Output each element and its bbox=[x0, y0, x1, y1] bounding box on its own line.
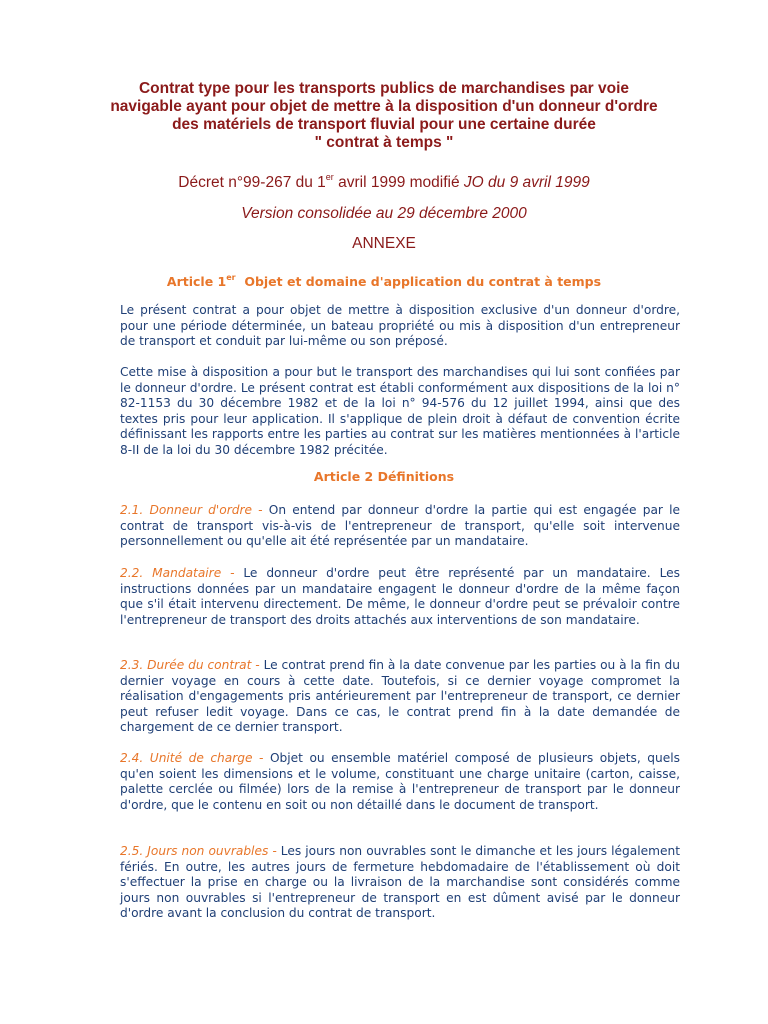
definition-item bbox=[120, 751, 680, 813]
article-1-heading bbox=[0, 270, 768, 290]
article-1-paragraph-1: Le présent contrat a pour objet de mettre à disposition exclusive d'un donneur d'ordre, pour une période déterminée, un bateau propriété ou mis à disposition d'un entrepreneur de transport et conduit par lui-même ou son préposé. bbox=[120, 303, 680, 348]
article-1-paragraph-2: Cette mise à disposition a pour but le transport des marchandises qui lui sont confiées par le donneur d'ordre. Le présent contrat est établi conformément aux dispositions de la loi n° 82-1153 du 30 décembre 1982 et de la loi n° 94-576 du 12 juillet 1994, ainsi que des textes pris pour leur application. Il s'applique de plein droit à défaut de convention écrite définissant les rapports entre les parties au contrat sur les matières mentionnées à l'article 8-II de la loi du 30 décembre 1982 précitée. bbox=[120, 365, 680, 457]
definition-item bbox=[120, 658, 680, 736]
definition-term: 2.4. Unité de charge - bbox=[120, 751, 270, 765]
definition-text: Les jours non ouvrables sont le dimanche et les jours légalement fériés. En outre, les autres jours de fermeture hebdomadaire de l'établissement où doit s'effectuer la prise en charge ou la livraison de la marchandise sont considérés comme jours non ouvrables si l'entrepreneur de transport en est dûment avisé par le donneur d'ordre avant la conclusion du contrat de transport. bbox=[120, 844, 680, 920]
annexe-heading: ANNEXE bbox=[352, 235, 416, 252]
decree-jo: JO du 9 avril 1999 bbox=[463, 174, 590, 191]
title-line: Contrat type pour les transports publics de marchandises par voie bbox=[138, 80, 630, 97]
definition-term: 2.3. Durée du contrat - bbox=[120, 658, 264, 672]
definition-term: 2.2. Mandataire - bbox=[120, 566, 244, 580]
title-line: navigable ayant pour objet de mettre à la disposition d'un donneur d'ordre bbox=[110, 98, 658, 115]
decree-main: Décret n°99-267 du 1 bbox=[178, 174, 326, 191]
decree-superscript: er bbox=[325, 172, 334, 182]
article-1-title: Objet et domaine d'application du contrat à temps bbox=[235, 274, 602, 289]
document-title bbox=[100, 80, 668, 152]
version-line: Version consolidée au 29 décembre 2000 bbox=[241, 205, 527, 222]
definition-text: Le donneur d'ordre peut être représenté par un mandataire. Les instructions données par un mandataire engagent le donneur d'ordre de la même façon que s'il était intervenu directement. De même, le donneur d'ordre peut se prévaloir contre l'entrepreneur de transport des droits attachés aux interventions de son mandataire. bbox=[120, 566, 680, 627]
definition-text: On entend par donneur d'ordre la partie qui est engagée par le contrat de transport vis-à-vis de l'entrepreneur de transport, qu'elle soit intervenue personnellement ou qu'elle ait été représentée par un mandataire. bbox=[120, 503, 680, 548]
definition-item bbox=[120, 503, 680, 550]
article-1-prefix: Article 1 bbox=[166, 274, 227, 289]
title-line: des matériels de transport fluvial pour une certaine durée bbox=[172, 116, 596, 133]
definition-item bbox=[120, 844, 680, 922]
definition-item bbox=[120, 566, 680, 628]
definition-text: Le contrat prend fin à la date convenue par les parties ou à la fin du dernier voyage en cours à cette date. Toutefois, si ce dernier voyage compromet la réalisation d'engagements pris antérieurement par l'entrepreneur de transport, ce dernier peut refuser ledit voyage. Dans ce cas, le contrat prend fin à la date demandée de chargement de ce dernier transport. bbox=[120, 658, 680, 734]
definition-term: 2.1. Donneur d'ordre - bbox=[120, 503, 269, 517]
decree-rest: avril 1999 modifié bbox=[333, 174, 464, 191]
article-2-heading: Article 2 Définitions bbox=[313, 469, 455, 484]
definition-text: Objet ou ensemble matériel composé de plusieurs objets, quels qu'en soient les dimensions et le volume, constituant une charge unitaire (carton, caisse, palette cerclée ou filmée) lors de la remise à l'entrepreneur de transport par le donneur d'ordre, que le contenu en soit ou non détaillé dans le document de transport. bbox=[120, 751, 680, 812]
title-line: " contrat à temps " bbox=[314, 134, 454, 151]
decree-reference bbox=[0, 167, 768, 193]
definition-term: 2.5. Jours non ouvrables - bbox=[120, 844, 281, 858]
article-1-superscript: er bbox=[226, 273, 236, 282]
